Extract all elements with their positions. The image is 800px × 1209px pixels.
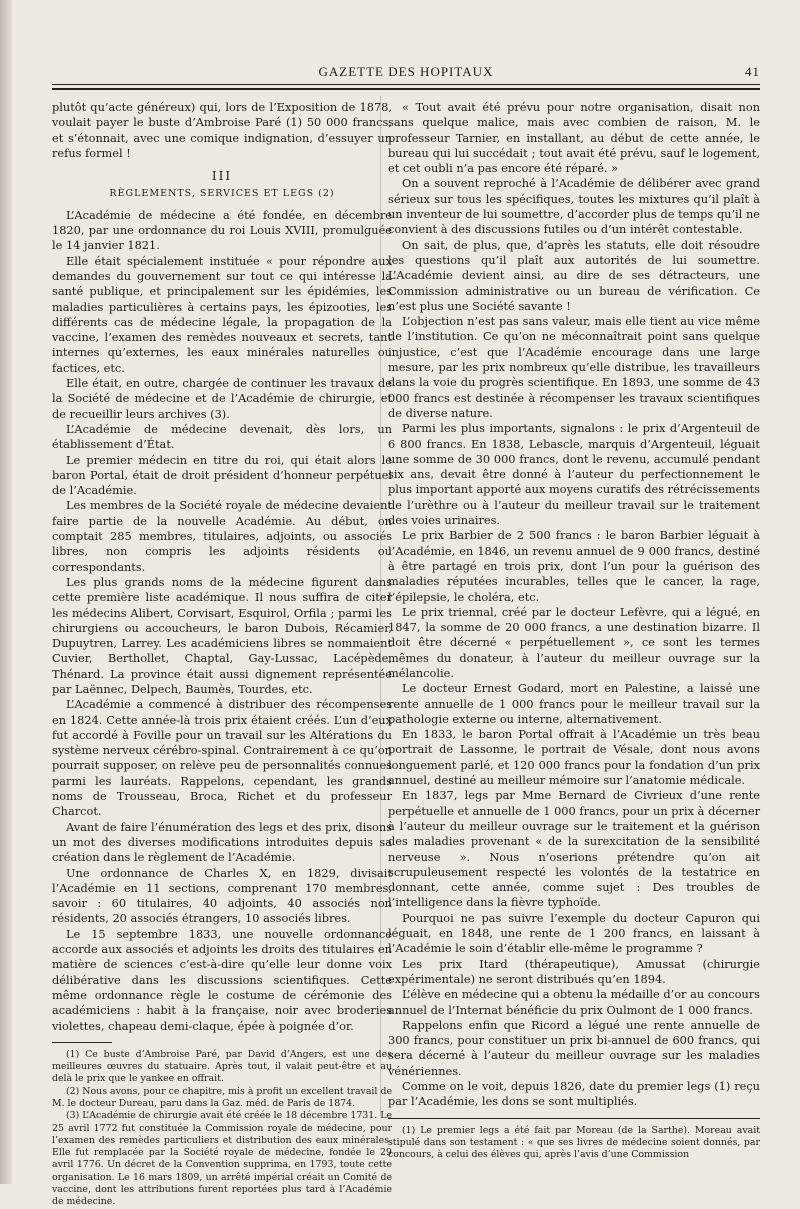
footnote: (1) Le premier legs a été fait par Moreau (de la Sarthe). Moreau avait stipulé dans son testament : « que ses livres de médecine soient donnés, par concours, à celui des élèves qui, après l’avis d’une Commission bbox=[388, 1124, 760, 1161]
right-paragraph: Les prix Itard (thérapeutique), Amussat (chirurgie expérimentale) ne seront distribués qu’en 1894. bbox=[388, 956, 760, 986]
left-paragraph: Le premier médecin en titre du roi, qui était alors le baron Portal, était de droit président d’honneur perpétuel de l’Académie. bbox=[52, 452, 392, 498]
left-paragraph: Elle était, en outre, chargée de continuer les travaux de la Société de médecine et de l’Académie de chirurgie, et de recueillir leurs archives (3). bbox=[52, 376, 392, 421]
footnote: (1) Ce buste d’Ambroise Paré, par David d’Angers, est une des meilleures œuvres du statuaire. Après tout, il valait peut-être et au delà le prix que le yankee en offrait. bbox=[52, 1048, 392, 1085]
right-paragraph: Pourquoi ne pas suivre l’exemple du docteur Capuron qui léguait, en 1848, une rente de 1 200 francs, en laissant à l’Académie le soin d’établir elle-même le programme ? bbox=[388, 910, 760, 956]
left-paragraph: Une ordonnance de Charles X, en 1829, divisait l’Académie en 11 sections, comprenant 170 membres, savoir : 60 titulaires, 40 adjoints, 40 associés non résidents, 20 associés étrangers, 10 associés libres. bbox=[52, 865, 392, 926]
right-column bbox=[388, 100, 760, 1161]
right-paragraph: Comme on le voit, depuis 1826, date du premier legs (1) reçu par l’Académie, les dons se sont multipliés. bbox=[388, 1079, 760, 1109]
footnote: (3) L’Académie de chirurgie avait été créée le 18 décembre 1731. Le 25 avril 1772 fut constituée la Commission royale de médecine, pour l’examen des remèdes particuliers et distribution des eaux minérales. Elle fut remplacée par la Société royale de médecine, fondée le 29 avril 1776. Un décret de la Convention supprima, en 1793, toute cette organisation. Le 16 mars 1809, un arrêté impérial créait un Comité de vaccine, dont les attributions furent reportées plus tard à l’Académie de médecine. bbox=[52, 1110, 392, 1208]
right-paragraph: En 1837, legs par Mme Bernard de Civrieux d’une rente perpétuelle et annuelle de 1 000 francs, pour un prix à décerner à l’auteur du meilleur ouvrage sur le traitement et la guérison des maladies provenant « de la surexcitation de la sensibilité nerveuse ». Nous n’oserions prétendre qu’on ait scrupuleusement respecté les volontés de la testatrice en donnant, cette année, comme sujet : Des troubles de l’intelligence dans la fièvre typhoïde. bbox=[388, 788, 760, 910]
header-rule-bottom bbox=[52, 88, 760, 90]
right-paragraph: Le docteur Ernest Godard, mort en Palestine, a laissé une rente annuelle de 1 000 francs pour le meilleur travail sur la pathologie externe ou interne, alternativement. bbox=[388, 681, 760, 726]
left-paragraph: Le 15 septembre 1833, une nouvelle ordonnance accorde aux associés et adjoints les droits des titulaires en matière de sciences c’est-à-dire qu’elle leur donne voix délibérative dans les discussions scientifiques. Cette même ordonnance règle le costume de cérémonie des académiciens : habit à la française, noir avec broderies violettes, chapeau demi-claque, épée à poignée d’or. bbox=[52, 926, 392, 1033]
right-paragraph: L’objection n’est pas sans valeur, mais elle tient au vice même de l’institution. Ce qu’on ne méconnaîtrait point sans quelque injustice, c’est que l’Académie encourage dans une large mesure, par les prix nombreux qu’elle distribue, les travailleurs dans la voie du progrès scientifique. En 1893, une somme de 43 000 francs est destinée à récompenser les travaux scientifiques de diverse nature. bbox=[388, 314, 760, 420]
footnote: (2) Nous avons, pour ce chapitre, mis à profit un excellent travail de M. le docteur Dureau, paru dans la Gaz. méd. de Paris de 1874. bbox=[52, 1085, 392, 1109]
right-paragraph: En 1833, le baron Portal offrait à l’Académie un très beau portrait de Lassonne, le portrait de Vésale, dont nous avons longuement parlé, et 120 000 francs pour la fondation d’un prix annuel, destiné au meilleur mémoire sur l’anatomie médicale. bbox=[388, 727, 760, 788]
left-paragraph: Les membres de la Société royale de médecine devaient faire partie de la nouvelle Académie. Au début, on comptait 285 membres, titulaires, adjoints, ou associés libres, non compris les adjoints résidents ou correspondants. bbox=[52, 498, 392, 574]
right-paragraph: Le prix Barbier de 2 500 francs : le baron Barbier léguait à l’Académie, en 1846, un revenu annuel de 9 000 francs, destiné à être partagé en trois prix, dont l’un pour la guérison des maladies réputées incurables, telles que le cancer, la rage, l’épilepsie, le choléra, etc. bbox=[388, 528, 760, 604]
right-paragraph: Le prix triennal, créé par le docteur Lefèvre, qui a légué, en 1847, la somme de 20 000 francs, a une destination bizarre. Il doit être décerné « perpétuellement », ce sont les termes mêmes du donateur, à l’auteur du meilleur ouvrage sur la mélancolie. bbox=[388, 604, 760, 680]
right-paragraph: On a souvent reproché à l’Académie de délibérer avec grand sérieux sur tous les spécifiques, toutes les mixtures qu’il plaît à un inventeur de lui soumettre, d’accorder plus de temps qu’il ne convient à des discussions futiles ou d’un intérêt contestable. bbox=[388, 176, 760, 237]
right-paragraph: Parmi les plus importants, signalons : le prix d’Argenteuil de 6 800 francs. En 1838, Lebascle, marquis d’Argenteuil, léguait une somme de 30 000 francs, dont le revenu, accumulé pendant six ans, devait être donné à l’auteur du perfectionnement le plus important apporté aux moyens curatifs des rétrécissements de l’urèthre ou à l’auteur du meilleur travail sur le traitement des voies urinaires. bbox=[388, 421, 760, 528]
page-number: 41 bbox=[745, 64, 760, 79]
left-paragraph: L’Académie a commencé à distribuer des récompenses en 1824. Cette année-là trois prix étaient créés. L’un d’eux fut accordé à Foville pour un travail sur les Altérations du système nerveux cérébro-spinal. Contrairement à ce qu’on pourrait supposer, on relève peu de personnalités connues parmi les lauréats. Rappelons, cependant, les grands noms de Trousseau, Broca, Richet et du professeur Charcot. bbox=[52, 697, 392, 819]
page-spine bbox=[0, 0, 12, 1184]
footnote-rule bbox=[52, 1042, 112, 1043]
section-number: III bbox=[211, 169, 233, 184]
right-paragraph: L’élève en médecine qui a obtenu la médaille d’or au concours annuel de l’Internat bénéficie du prix Oulmont de 1 000 francs. bbox=[388, 987, 760, 1017]
right-paragraph: « Tout avait été prévu pour notre organisation, disait non sans quelque malice, mais avec combien de raison, M. le professeur Tarnier, en installant, au début de cette année, le bureau qui lui succédait ; tout avait été prévu, sauf le logement, et cet oubli n’a pas encore été réparé. » bbox=[388, 100, 760, 176]
right-paragraph: On sait, de plus, que, d’après les statuts, elle doit résoudre les questions qu’il plaît aux autorités de lui soumettre. L’Académie devient ainsi, au dire de ses détracteurs, une Commission administrative ou un bureau de vérification. Ce n’est plus une Société savante ! bbox=[388, 237, 760, 313]
left-paragraph: Avant de faire l’énumération des legs et des prix, disons un mot des diverses modifications introduites depuis sa création dans le règlement de l’Académie. bbox=[52, 819, 392, 865]
left-paragraph: L’Académie de médecine a été fondée, en décembre 1820, par une ordonnance du roi Louis XVIII, promulguée le 14 janvier 1821. bbox=[52, 207, 392, 253]
right-paragraph: Rappelons enfin que Ricord a légué une rente annuelle de 300 francs, pour constituer un prix bi-annuel de 600 francs, qui sera décerné à l’auteur du meilleur ouvrage sur les maladies vénériennes. bbox=[388, 1017, 760, 1078]
left-paragraph: Elle était spécialement instituée « pour répondre aux demandes du gouvernement sur tout ce qui intéresse la santé publique, et principalement sur les épidémies, les maladies particulières à certains pays, les épizooties, les différents cas de médecine légale, la propagation de la vaccine, l’examen des remèdes nouveaux et secrets, tant internes qu’externes, les eaux minérales naturelles ou factices, etc. bbox=[52, 253, 392, 375]
left-paragraph: Les plus grands noms de la médecine figurent dans cette première liste académique. Il nous suffira de citer les médecins Alibert, Corvisart, Esquirol, Orfila ; parmi les chirurgiens ou accoucheurs, le baron Dubois, Récamier, Dupuytren, Larrey. Les académiciens libres se nommaient Cuvier, Berthollet, Chaptal, Gay-Lussac, Lacépède, Thénard. La province était aussi dignement représentée par Laënnec, Delpech, Baumès, Tourdes, etc. bbox=[52, 574, 392, 696]
header-title: GAZETTE DES HOPITAUX bbox=[318, 64, 494, 79]
left-paragraph: L’Académie de médecine devenait, dès lors, un établissement d’État. bbox=[52, 421, 392, 452]
left-paragraph: plutôt qu’acte généreux) qui, lors de l’Exposition de 1878, voulait payer le buste d’Ambroise Paré (1) 50 000 francs, et s’étonnait, avec une comique indignation, d’essuyer un refus formel ! bbox=[52, 100, 392, 160]
page-header bbox=[52, 62, 760, 82]
header-rule-top bbox=[52, 84, 760, 85]
section-title: RÈGLEMENTS, SERVICES ET LEGS (2) bbox=[109, 188, 335, 200]
footnote-rule bbox=[388, 1118, 760, 1119]
left-column bbox=[52, 100, 392, 1209]
